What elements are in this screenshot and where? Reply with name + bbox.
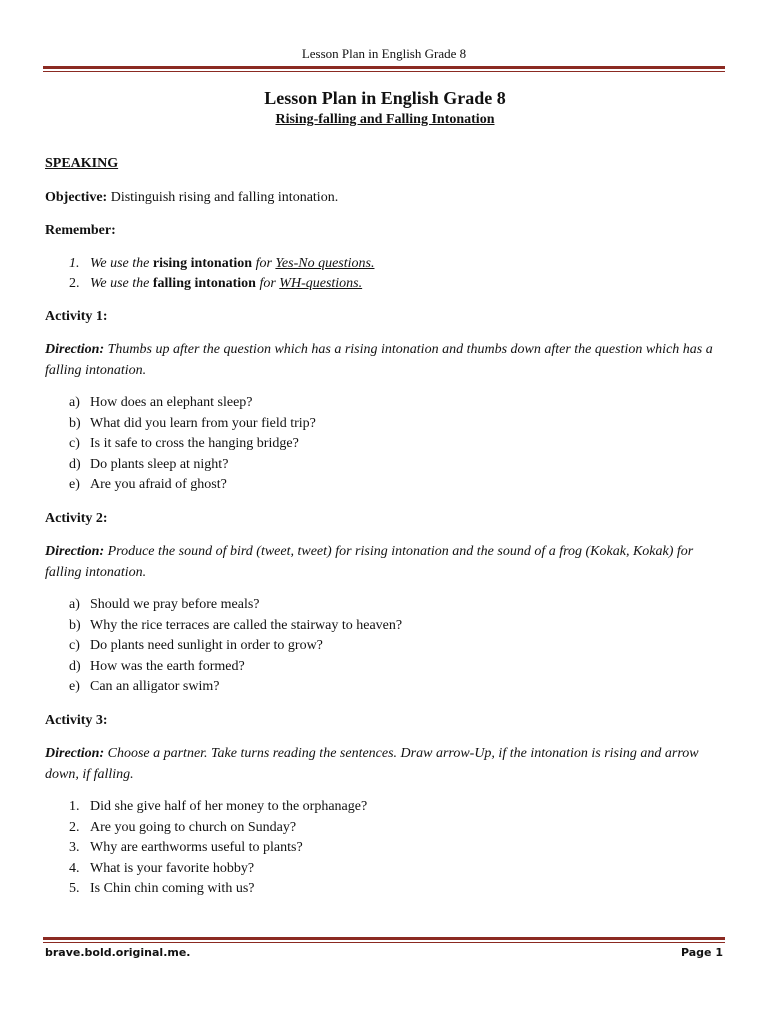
list-marker: d) bbox=[69, 658, 81, 674]
header-rule bbox=[43, 66, 725, 69]
list-item-text: Did she give half of her money to the orphanage? bbox=[90, 799, 368, 814]
list-marker: a) bbox=[69, 597, 80, 612]
list-item bbox=[45, 859, 725, 880]
list-marker: 1. bbox=[69, 255, 80, 271]
list-item-text: How was the earth formed? bbox=[90, 658, 245, 674]
list-marker: b) bbox=[69, 415, 81, 431]
list-item bbox=[45, 595, 725, 616]
list-marker: 3. bbox=[69, 840, 80, 855]
page-number: Page 1 bbox=[680, 946, 723, 959]
running-header: Lesson Plan in English Grade 8 bbox=[301, 46, 467, 61]
list-item bbox=[45, 475, 725, 496]
list-marker: 5. bbox=[69, 881, 80, 896]
direction-label: Direction: bbox=[45, 544, 105, 559]
direction-label: Direction: bbox=[45, 342, 105, 357]
list-marker: a) bbox=[69, 395, 80, 410]
remember-item bbox=[45, 254, 725, 275]
list-marker: 2. bbox=[69, 819, 80, 835]
list-item-text: Should we pray before meals? bbox=[90, 597, 260, 612]
list-item-text: Can an alligator swim? bbox=[90, 679, 220, 694]
section-heading: SPEAKING bbox=[45, 156, 119, 171]
activity-3-direction bbox=[45, 744, 725, 785]
activity-2-heading: Activity 2: bbox=[45, 510, 108, 526]
list-item-text: Why the rice terraces are called the stairway to heaven? bbox=[90, 617, 403, 633]
list-item bbox=[45, 838, 725, 859]
activity-1-heading: Activity 1: bbox=[45, 308, 108, 324]
list-marker: c) bbox=[69, 436, 80, 451]
document-title: Lesson Plan in English Grade 8 bbox=[264, 88, 506, 108]
footer-rule-thin bbox=[43, 942, 725, 943]
list-item bbox=[45, 455, 725, 476]
remember-underlined: Yes-No questions. bbox=[275, 255, 375, 271]
remember-underlined: WH-questions. bbox=[279, 276, 363, 291]
list-item-text: What is your favorite hobby? bbox=[90, 860, 255, 876]
list-item-text: What did you learn from your field trip? bbox=[90, 415, 316, 431]
activity-1-direction bbox=[45, 340, 725, 381]
list-marker: b) bbox=[69, 617, 81, 633]
remember-text: for bbox=[255, 255, 272, 271]
direction-text: Produce the sound of bird (tweet, tweet) for rising intonation and the sound of a frog (Kokak, Kokak) for falling intonation. bbox=[45, 544, 694, 580]
footer-rule bbox=[43, 937, 725, 940]
remember-text: for bbox=[259, 276, 276, 291]
list-item bbox=[45, 797, 725, 818]
activity-3-list bbox=[45, 797, 725, 900]
remember-text: We use the bbox=[90, 255, 150, 271]
objective-line bbox=[45, 188, 725, 209]
list-item-text: Do plants sleep at night? bbox=[90, 456, 229, 472]
document-body bbox=[45, 87, 725, 900]
objective-text: Distinguish rising and falling intonation. bbox=[110, 189, 339, 205]
list-marker: d) bbox=[69, 456, 81, 472]
list-item-text: Are you going to church on Sunday? bbox=[90, 819, 297, 835]
list-item bbox=[45, 636, 725, 657]
direction-text: Thumbs up after the question which has a rising intonation and thumbs down after the question which has a falling intonation. bbox=[45, 342, 713, 378]
list-marker: c) bbox=[69, 638, 80, 653]
header-rule-thin bbox=[43, 71, 725, 72]
remember-text: We use the bbox=[90, 276, 150, 291]
list-item-text: Do plants need sunlight in order to grow? bbox=[90, 638, 323, 653]
direction-text: Choose a partner. Take turns reading the sentences. Draw arrow-Up, if the intonation is rising and arrow down, if falling. bbox=[45, 746, 699, 782]
list-item-text: Is it safe to cross the hanging bridge? bbox=[90, 436, 299, 451]
activity-1-list bbox=[45, 393, 725, 496]
list-item bbox=[45, 657, 725, 678]
list-marker: 4. bbox=[69, 860, 80, 876]
list-item-text: Why are earthworms useful to plants? bbox=[90, 840, 303, 855]
list-item bbox=[45, 879, 725, 900]
list-item-text: How does an elephant sleep? bbox=[90, 395, 253, 410]
activity-2-direction bbox=[45, 542, 725, 583]
list-item bbox=[45, 616, 725, 637]
activity-3-heading: Activity 3: bbox=[45, 712, 108, 728]
remember-bold: rising intonation bbox=[152, 255, 253, 271]
list-item-text: Are you afraid of ghost? bbox=[90, 477, 227, 492]
document-subtitle: Rising-falling and Falling Intonation bbox=[275, 112, 495, 127]
remember-item bbox=[45, 274, 725, 295]
remember-bold: falling intonation bbox=[152, 276, 256, 291]
list-item bbox=[45, 414, 725, 435]
list-marker: e) bbox=[69, 679, 80, 694]
direction-label: Direction: bbox=[45, 746, 105, 761]
list-item bbox=[45, 818, 725, 839]
list-item-text: Is Chin chin coming with us? bbox=[90, 881, 255, 896]
objective-label: Objective: bbox=[45, 189, 108, 205]
list-item bbox=[45, 434, 725, 455]
remember-label: Remember: bbox=[45, 223, 116, 238]
list-item bbox=[45, 393, 725, 414]
remember-list bbox=[45, 254, 725, 295]
footer-tagline: brave.bold.original.me. bbox=[45, 946, 191, 959]
list-marker: 1. bbox=[69, 799, 80, 814]
list-item bbox=[45, 677, 725, 698]
list-marker: 2. bbox=[69, 276, 80, 291]
list-marker: e) bbox=[69, 477, 80, 492]
activity-2-list bbox=[45, 595, 725, 698]
